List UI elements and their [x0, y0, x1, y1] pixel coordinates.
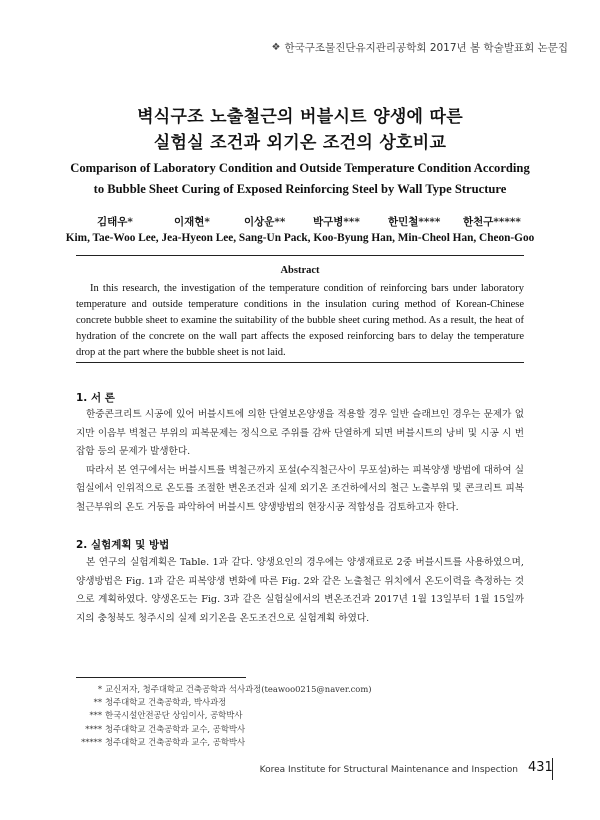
footnote-mark: ****: [85, 723, 102, 734]
document-mark-icon: ❖: [271, 42, 281, 53]
korean-title-line-1: 벽식구조 노출철근의 버블시트 양생에 따른: [137, 107, 463, 127]
running-title: 한국구조물진단유지관리공학회 2017년 봄 학술발표회 논문집: [284, 42, 568, 54]
footer-divider: [552, 758, 553, 780]
footnote-text: 청주대학교 건축공학과 교수, 공학박사: [105, 736, 246, 747]
author-ko-3: 이상운**: [244, 216, 286, 228]
footnote-mark: *: [97, 684, 102, 694]
footnote-list: [76, 683, 372, 749]
footnote-mark: ***: [89, 710, 102, 721]
page-number: 431: [528, 760, 553, 775]
footnote-divider: [76, 677, 246, 678]
korean-title: [0, 104, 600, 156]
abstract-heading: Abstract: [280, 265, 320, 276]
footnote-text: 청주대학교 건축공학과, 박사과정: [105, 697, 227, 708]
paragraph: 한중콘크리트 시공에 있어 버블시트에 의한 단열보온양생을 적용할 경우 일반 슬래브인 경우는 문제가 없지만 이음부 벽철근 부위의 피복문제는 정식으로 주위를 감싸 단열하게 되면 버블시트의 낭비 및 시공 시 번잡함 등의 문제가 발생한다.: [76, 409, 524, 457]
footnote-mark: *****: [81, 736, 102, 747]
english-author-list: Kim, Tae-Woo Lee, Jea-Hyeon Lee, Sang-Un Pack, Koo-Byung Han, Min-Cheol Han, Cheon-Goo: [65, 232, 535, 244]
footnote: [76, 736, 372, 749]
paragraph: 본 연구의 실험계획은 Table. 1과 같다. 양생요인의 경우에는 양생재료로 2중 버블시트를 사용하였으며, 양생방법은 Fig. 1과 같은 피복양생 변화에 따른 Fig. 2와 같은 노출철근 위치에서 온도이력을 측정하는 것으로 계획하였다. 양생온도는 Fig. 3과 같은 실험실에서의 변온조건과 2017년 1월 13일부터 1월 15일까지의 충청북도 청주시의 실제 외기온을 온도조건으로 실험계획 하였다.: [76, 557, 524, 624]
english-title: [0, 158, 600, 200]
footer-organization: Korea Institute for Structural Maintenance and Inspection: [259, 765, 518, 775]
footnote: [76, 709, 372, 722]
abstract-divider: [76, 362, 524, 363]
section-heading-methods: 2. 실험계획 및 방법: [76, 539, 170, 551]
footnote-text: 교신저자, 청주대학교 건축공학과 석사과정(teawoo0215@naver.com): [105, 684, 372, 694]
section-heading-introduction: 1. 서 론: [76, 392, 115, 404]
author-ko-6: 한천구*****: [463, 216, 521, 228]
author-ko-5: 한민철****: [388, 216, 441, 228]
author-ko-1: 김태우*: [97, 216, 133, 228]
english-title-line-2: to Bubble Sheet Curing of Exposed Reinforcing Steel by Wall Type Structure: [93, 182, 507, 196]
abstract-text: In this research, the investigation of the temperature condition of reinforcing bars under laboratory temperature and outside temperature conditions in the insulation curing method of Korean-Chinese concrete bubble sheet to examine the suitability of the bubble sheet curing method. As a result, the heat of hydration of the concrete on the wall part affects the exposed reinforcing bars to delay the temperature drop at the part where the bubble sheet is not laid.: [76, 283, 524, 358]
english-title-line-1: Comparison of Laboratory Condition and Outside Temperature Condition According: [70, 161, 530, 175]
korean-title-line-2: 실험실 조건과 외기온 조건의 상호비교: [153, 133, 447, 153]
author-ko-2: 이재현*: [174, 216, 210, 228]
footnote-text: 한국시설안전공단 상임이사, 공학박사: [105, 710, 243, 721]
running-header: [272, 40, 568, 55]
footnote: [76, 723, 372, 736]
section-body-methods: [76, 554, 524, 628]
author-ko-4: 박구병***: [313, 216, 360, 228]
korean-author-list: [0, 214, 600, 230]
paragraph: 따라서 본 연구에서는 버블시트를 벽철근까지 포설(수직철근사이 무포설)하는 피복양생 방법에 대하여 실험실에서 인위적으로 온도를 조절한 변온조건과 실제 외기온 조건하에서의 철근 노출부위 및 콘크리트 피복철근부위의 온도 거동을 파악하여 버블시트 양생방법의 현장시공 적합성을 검토하고자 한다.: [76, 464, 524, 513]
footnote: [76, 683, 372, 696]
footnote-text: 청주대학교 건축공학과 교수, 공학박사: [105, 723, 246, 734]
footnote-mark: **: [93, 697, 102, 708]
header-divider: [76, 255, 524, 256]
footnote: [76, 696, 372, 709]
section-body-introduction: [76, 406, 524, 517]
